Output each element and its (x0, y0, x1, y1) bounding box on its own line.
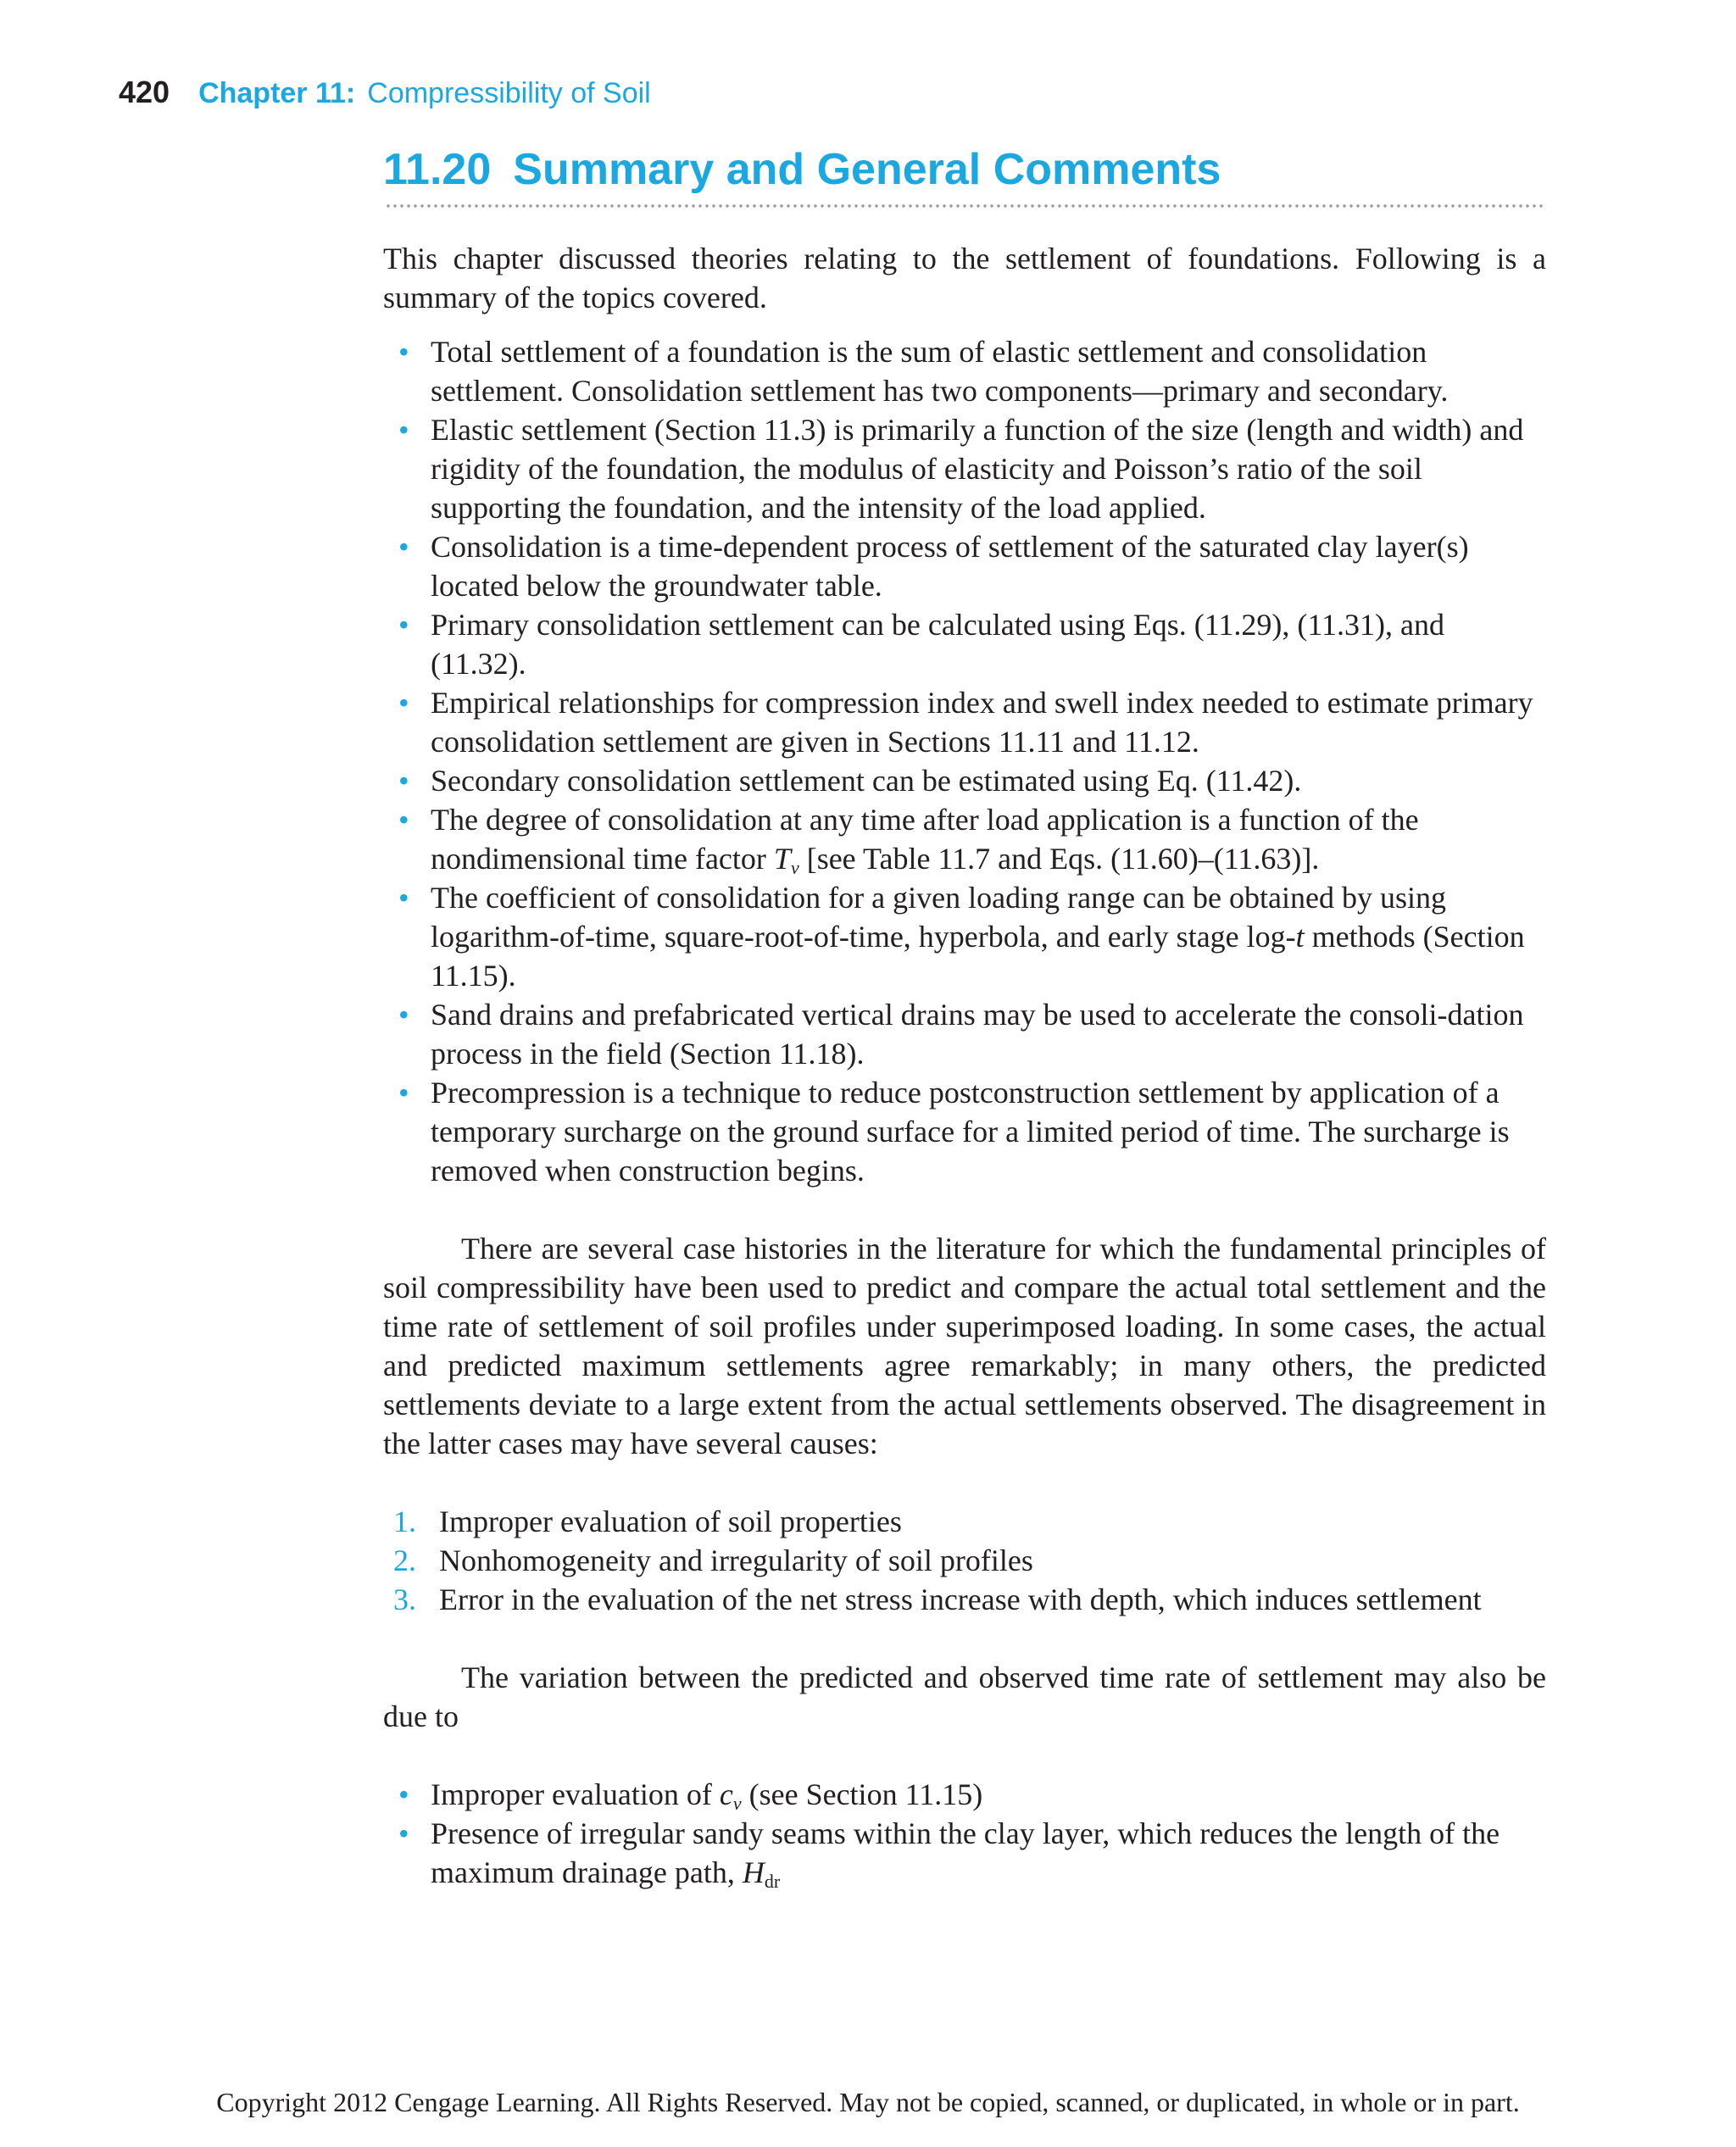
bullet-icon: • (398, 608, 409, 642)
list-item-text: Elastic settlement (Section 11.3) is primarily a function of the size (length and width) and rigidity of the foundation, the modulus of elasticity and Poisson’s ratio of the soil supporting the foundation, and the intensity of the load applied. (431, 413, 1524, 525)
list-number: 3. (393, 1582, 416, 1616)
list-item-text: Nonhomogeneity and irregularity of soil profiles (439, 1544, 1033, 1577)
copyright-text: Copyright 2012 Cengage Learning. All Rights Reserved. May not be copied, scanned, or duplicated, in whole or in part. (216, 2087, 1520, 2117)
list-item-text: Total settlement of a foundation is the sum of elastic settlement and consolidation settlement. Consolidation settlement has two components—primary and secondary. (431, 335, 1449, 408)
bullet-icon: • (398, 998, 409, 1032)
section-number: 11.20 (383, 145, 492, 194)
time-factor-symbol: T (773, 842, 791, 876)
summary-list (398, 332, 1546, 1190)
list-item-text: [see Table 11.7 and Eqs. (11.60)–(11.63)]. (798, 842, 1320, 876)
time-factor-subscript: v (790, 857, 799, 878)
bullet-icon: • (398, 413, 409, 447)
list-item-text: Precompression is a technique to reduce postconstruction settlement by application of a temporary surcharge on the ground surface for a limited period of time. The surcharge is removed when construction begins. (431, 1076, 1510, 1188)
bullet-icon: • (398, 1777, 409, 1811)
dotted-rule (385, 203, 1546, 209)
cv-subscript: v (732, 1793, 742, 1814)
time-symbol: t (1295, 920, 1305, 954)
list-item (398, 332, 1546, 410)
list-item (398, 527, 1546, 605)
list-item (398, 683, 1546, 761)
list-item (398, 878, 1546, 995)
list-item (398, 1073, 1546, 1190)
case-histories-paragraph: There are several case histories in the literature for which the fundamental principles of soil compressibility have been used to predict and compare the actual total settlement and the time rate of settlement of soil profiles under superimposed loading. In some cases, the actual and predicted maximum settlements agree remarkably; in many others, the predicted settlements deviate to a large extent from the actual settlements observed. The disagreement in the latter cases may have several causes: (383, 1232, 1546, 1460)
intro-paragraph: This chapter discussed theories relating to the settlement of foundations. Following is a summary of the topics covered. (383, 242, 1546, 314)
list-number: 1. (393, 1505, 416, 1538)
bullet-icon: • (398, 764, 409, 798)
chapter-title: Compressibility of Soil (367, 77, 651, 109)
causes-list (393, 1502, 1546, 1619)
bullet-icon: • (398, 530, 409, 564)
list-item (398, 995, 1546, 1073)
list-item (398, 410, 1546, 527)
list-number: 2. (393, 1544, 416, 1577)
bullet-icon: • (398, 881, 409, 915)
cv-symbol: c (719, 1777, 733, 1811)
hdr-symbol: H (742, 1855, 765, 1889)
list-item (393, 1580, 1546, 1619)
hdr-subscript: dr (764, 1871, 781, 1892)
list-item (398, 761, 1546, 800)
list-item (398, 605, 1546, 683)
list-item (398, 1814, 1546, 1892)
list-item-text: Sand drains and prefabricated vertical drains may be used to accelerate the consoli-dation process in the field (Section 11.18). (431, 998, 1524, 1071)
list-item-text: Primary consolidation settlement can be calculated using Eqs. (11.29), (11.31), and (11.32). (431, 608, 1445, 681)
running-head (119, 75, 651, 108)
list-item-text: Presence of irregular sandy seams within the clay layer, which reduces the length of the maximum drainage path, (431, 1816, 1500, 1889)
list-item-text: Error in the evaluation of the net stress increase with depth, which induces settlement (439, 1582, 1482, 1616)
list-item-text: (see Section 11.15) (741, 1777, 983, 1811)
list-item-text: methods (Section 11.15). (431, 920, 1525, 993)
copyright-footer (0, 2087, 1736, 2118)
bullet-icon: • (398, 335, 409, 369)
bullet-icon: • (398, 1076, 409, 1110)
list-item (393, 1541, 1546, 1580)
bullet-icon: • (398, 803, 409, 837)
list-item (393, 1502, 1546, 1541)
body-content (383, 239, 1546, 1892)
list-item-text: The degree of consolidation at any time after load application is a function of the nondimensional time factor (431, 803, 1419, 876)
variation-list (398, 1775, 1546, 1892)
section-heading (383, 142, 1546, 197)
variation-paragraph: The variation between the predicted and observed time rate of settlement may also be due to (383, 1660, 1546, 1733)
page-number: 420 (119, 75, 170, 109)
list-item-text: Improper evaluation of soil properties (439, 1505, 902, 1538)
list-item-text: Improper evaluation of (431, 1777, 720, 1811)
chapter-label: Chapter 11: (198, 77, 356, 109)
list-item-text: Consolidation is a time-dependent process of settlement of the saturated clay layer(s) located below the groundwater table. (431, 530, 1469, 603)
section-title: Summary and General Comments (513, 145, 1221, 194)
list-item-text: Empirical relationships for compression index and swell index needed to estimate primary consolidation settlement are given in Sections 11.11 and 11.12. (431, 686, 1533, 759)
list-item (398, 800, 1546, 878)
bullet-icon: • (398, 1816, 409, 1850)
list-item (398, 1775, 1546, 1814)
list-item-text: The coefficient of consolidation for a given loading range can be obtained by using logarithm-of-time, square-root-of-time, hyperbola, and early stage log- (431, 881, 1446, 954)
list-item-text: Secondary consolidation settlement can be estimated using Eq. (11.42). (431, 764, 1302, 798)
bullet-icon: • (398, 686, 409, 720)
